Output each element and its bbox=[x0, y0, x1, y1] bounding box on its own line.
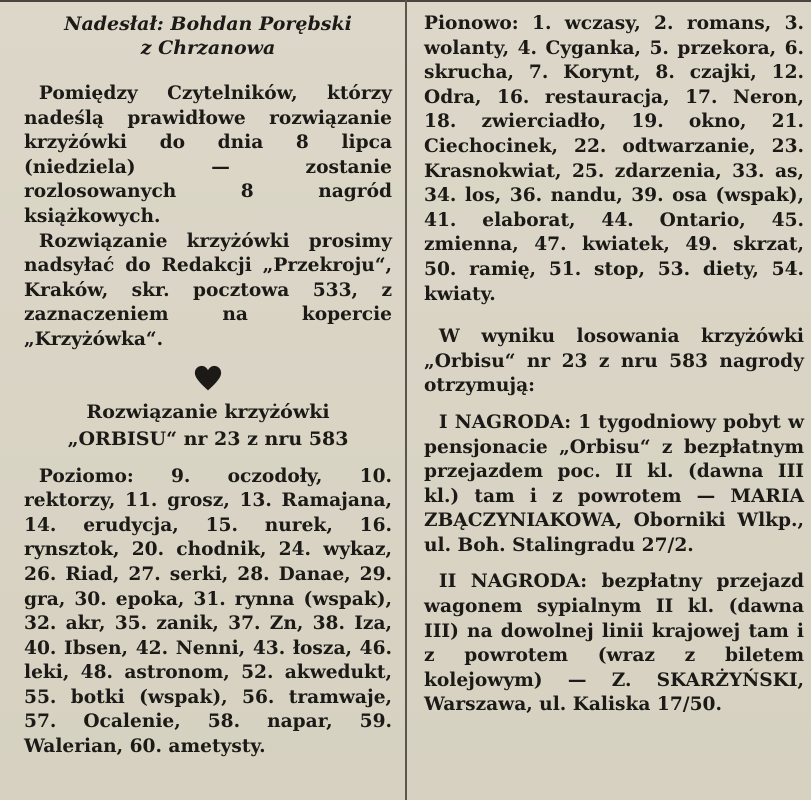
prize-2-text: bezpłatny przejazd wagonem sypialnym II kl. (dawna III) na dowolnej linii krajowej tam i z powrotem (wraz z biletem kolejowym) — Z. SKARŻYŃSKI, Warszawa, ul. Kaliska 17/50. bbox=[424, 571, 804, 716]
pionowo-answers: 1. wczasy, 2. romans, 3. wolanty, 4. Cyganka, 5. przekora, 6. skrucha, 7. Korynt, 8. czajki, 12. Odra, 16. restauracja, 17. Neron, 18. zwierciadło, 19. okno, 21. Ciechocinek, 22. odtwarzanie, 23. Krasnokwiat, 25. zdarzenia, 33. as, 34. los, 36. nandu, 39. osa (wspak), 41. elaborat, 44. Ontario, 45. zmienna, 47. kwiatek, 49. skrzat, 50. ramię, 51. stop, 53. diety, 54. kwiaty. bbox=[424, 13, 804, 305]
intro-paragraph-1: Pomiędzy Czytelników, którzy nadeślą prawidłowe rozwiązanie krzyżówki do dnia 8 lipca (niedziela) — zostanie rozlosowanych 8 nagród książkowych. bbox=[24, 83, 392, 227]
solution-title: Rozwiązanie krzyżówki bbox=[86, 400, 330, 423]
author-line-1: Nadesłał: Bohdan Porębski bbox=[64, 13, 352, 35]
poziomo-paragraph bbox=[24, 465, 392, 760]
solution-subtitle: „ORBISU“ nr 23 z nru 583 bbox=[67, 427, 349, 450]
prize-2 bbox=[424, 570, 804, 718]
pionowo-paragraph bbox=[424, 12, 804, 307]
column-divider bbox=[405, 0, 407, 800]
prize-2-label: II NAGRODA: bbox=[438, 571, 588, 593]
author-line-2: z Chrzanowa bbox=[140, 37, 276, 59]
poziomo-answers: 9. oczodoły, 10. rektorzy, 11. grosz, 13. Ramajana, 14. erudycja, 15. nurek, 16. rynsztok, 20. chodnik, 24. wykaz, 26. Riad, 27. serki, 28. Danae, 29. gra, 30. epoka, 31. rynna (wspak), 32. akr, 35. zanik, 37. Zn, 38. Iza, 40. Ibsen, 42. Nenni, 43. łosza, 46. leki, 48. astronom, 52. akwedukt, 55. botki (wspak), 56. tramwaje, 57. Ocalenie, 58. napar, 59. Walerian, 60. ametysty. bbox=[24, 465, 392, 758]
pionowo-label: Pionowo: bbox=[424, 13, 519, 34]
heart-icon bbox=[194, 365, 222, 393]
poziomo-label: Poziomo: bbox=[38, 465, 134, 487]
results-intro: W wyniku losowania krzyżówki „Orbisu“ nr 23 z nru 583 nagrody otrzymują: bbox=[424, 326, 804, 397]
author-credit bbox=[24, 12, 392, 60]
intro-paragraph-2: Rozwiązanie krzyżówki prosimy nadsyłać do Redakcji „Przekroju“, Kraków, skr. pocztowa 533, z zaznaczeniem na kopercie „Krzyżówka“. bbox=[24, 230, 392, 350]
prize-1-text: 1 tygodniowy pobyt w pensjonacie „Orbisu“ z bezpłatnym przejazdem poc. II kl. (dawna III kl.) tam i z powrotem — MARIA ZBĄCZYNIAKOWA, Oborniki Wlkp., ul. Boh. Stalingradu 27/2. bbox=[424, 411, 804, 556]
left-column bbox=[24, 12, 392, 760]
prize-1 bbox=[424, 411, 804, 559]
right-column bbox=[424, 12, 804, 718]
prize-1-label: I NAGRODA: bbox=[438, 411, 572, 433]
